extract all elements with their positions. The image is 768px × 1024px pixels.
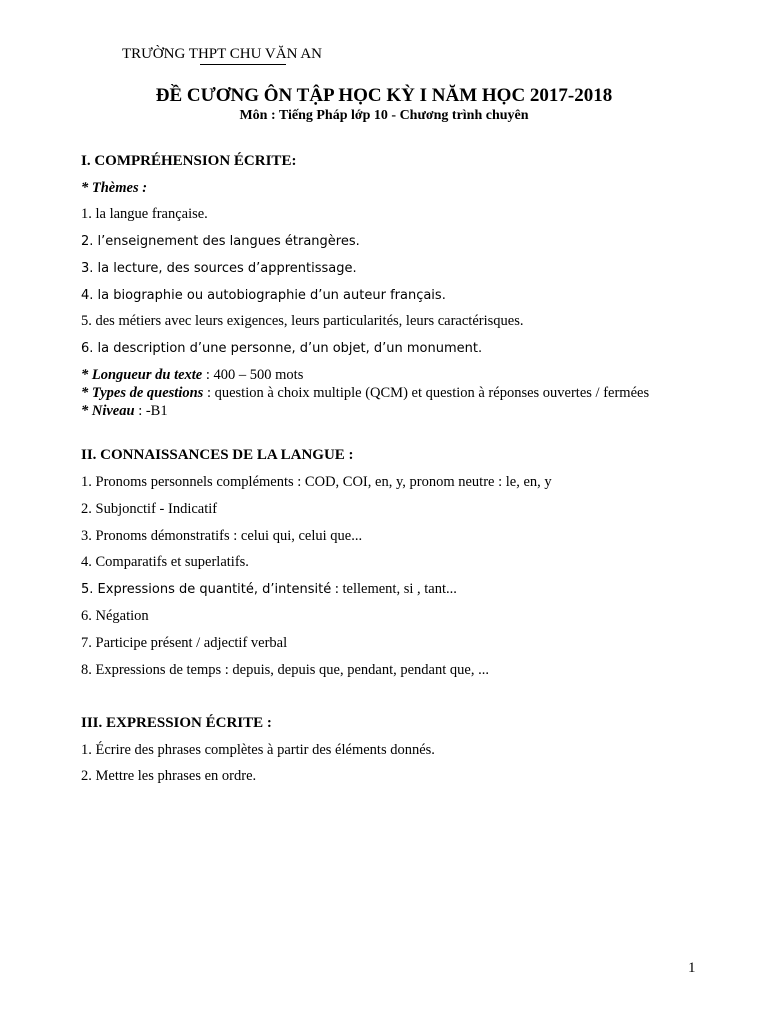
grammar-item: 8. Expressions de temps : depuis, depuis que, pendant, pendant que, ... <box>81 662 489 678</box>
grammar-item: 4. Comparatifs et superlatifs. <box>81 554 249 570</box>
section-1-heading: I. COMPRÉHENSION ÉCRITE: <box>81 153 297 169</box>
theme-item: 1. la langue française. <box>81 206 208 222</box>
meta-value: : question à choix multiple (QCM) et question à réponses ouvertes / fermées <box>203 385 650 401</box>
grammar-item: 3. Pronoms démonstratifs : celui qui, celui que... <box>81 528 363 544</box>
writing-item: 2. Mettre les phrases en ordre. <box>81 768 257 784</box>
school-underline <box>200 64 286 65</box>
grammar-item: 2. Subjonctif - Indicatif <box>81 501 218 517</box>
theme-item: 2. l’enseignement des langues étrangères. <box>81 234 360 249</box>
meta-label: * Longueur du texte <box>81 367 203 383</box>
text-length-line <box>81 367 303 384</box>
themes-label: * Thèmes : <box>81 180 148 196</box>
meta-value: : 400 – 500 mots <box>202 367 304 383</box>
meta-label: * Niveau <box>81 403 135 419</box>
grammar-item: 1. Pronoms personnels compléments : COD, COI, en, y, pronom neutre : le, en, y <box>81 474 552 490</box>
writing-item: 1. Écrire des phrases complètes à partir des éléments donnés. <box>81 742 435 758</box>
grammar-item-part: 5. Expressions de quantité, d’intensité <box>81 582 332 597</box>
question-types-line <box>81 385 649 402</box>
theme-item: 6. la description d’une personne, d’un objet, d’un monument. <box>81 341 483 356</box>
level-line <box>81 403 168 420</box>
page-number: 1 <box>688 960 696 976</box>
meta-label: * Types de questions <box>81 385 204 401</box>
theme-item: 5. des métiers avec leurs exigences, leurs particularités, leurs caractérisques. <box>81 313 524 329</box>
grammar-item: 7. Participe présent / adjectif verbal <box>81 635 288 651</box>
grammar-item: 6. Négation <box>81 608 149 624</box>
section-3-heading: III. EXPRESSION ÉCRITE : <box>81 715 272 731</box>
document-title: ĐỀ CƯƠNG ÔN TẬP HỌC KỲ I NĂM HỌC 2017-2018 <box>155 85 613 106</box>
meta-value: : -B1 <box>134 403 168 419</box>
theme-item: 3. la lecture, des sources d’apprentissage. <box>81 261 357 276</box>
section-2-heading: II. CONNAISSANCES DE LA LANGUE : <box>81 447 354 463</box>
theme-item: 4. la biographie ou autobiographie d’un auteur français. <box>81 288 446 303</box>
grammar-item-part: : tellement, si , tant... <box>331 581 457 597</box>
document-subtitle: Môn : Tiếng Pháp lớp 10 - Chương trình chuyên <box>239 108 529 123</box>
grammar-item <box>81 581 457 598</box>
school-name: TRƯỜNG THPT CHU VĂN AN <box>122 46 322 62</box>
